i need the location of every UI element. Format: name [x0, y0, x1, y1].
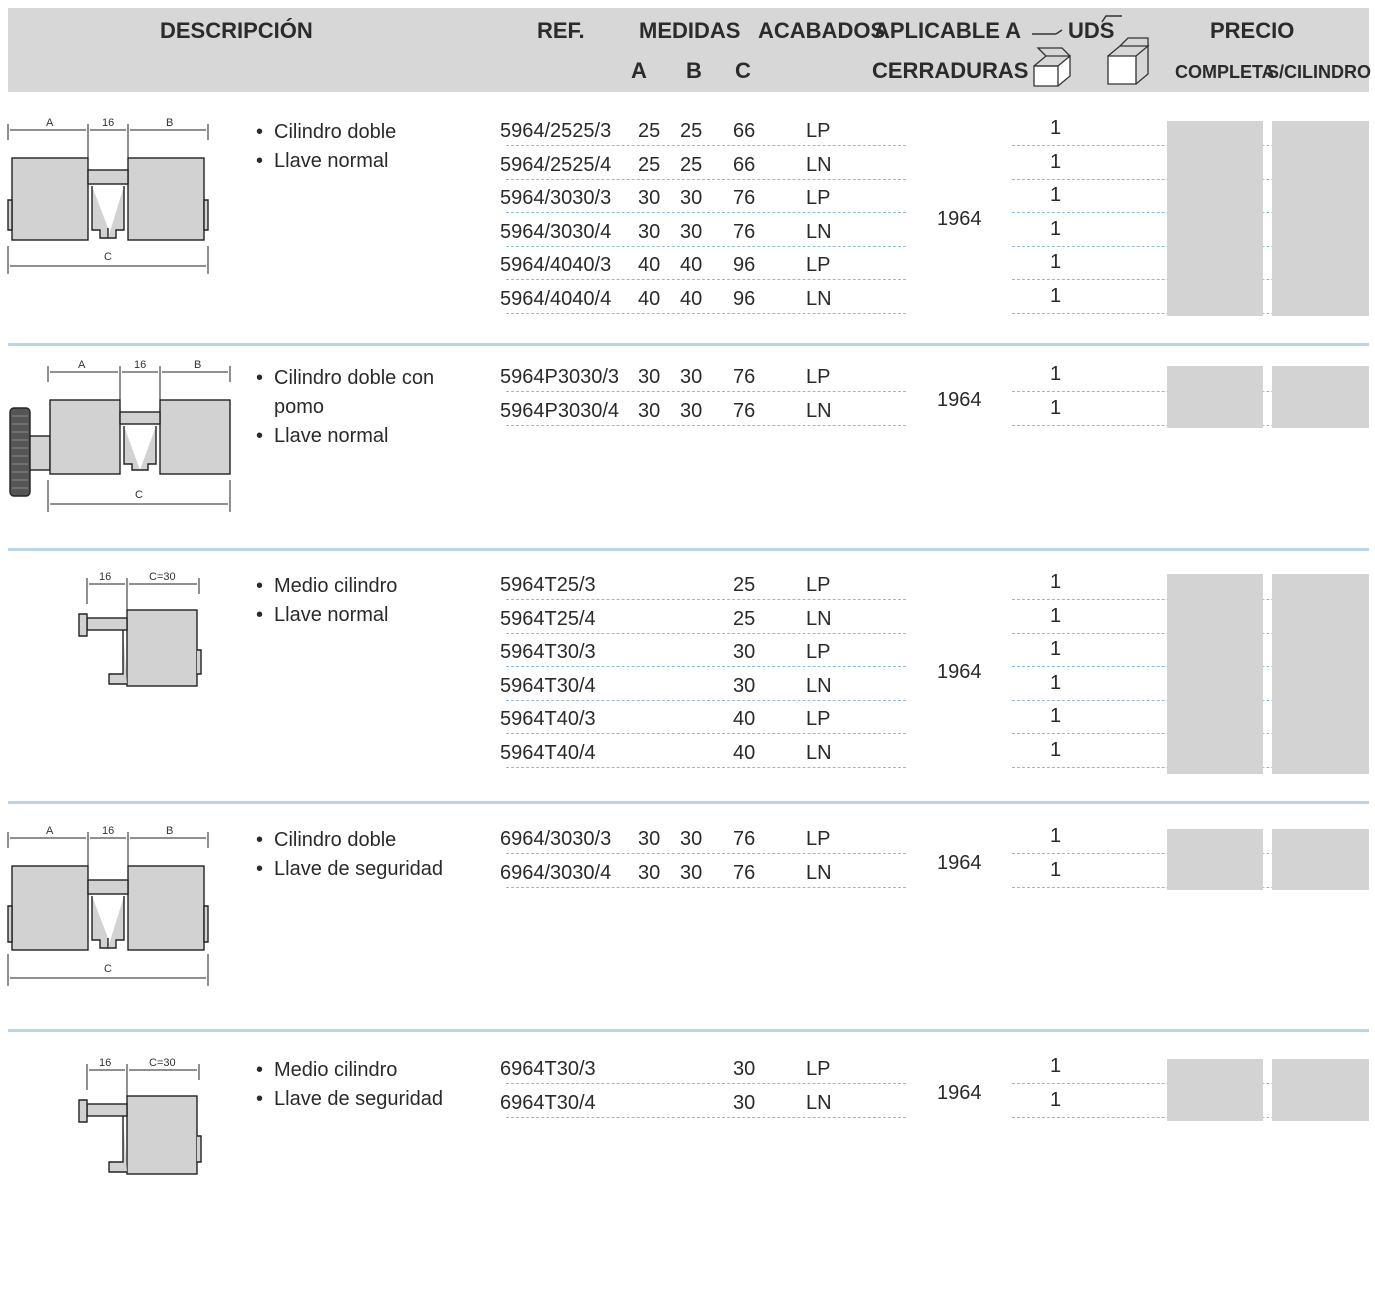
section-separator	[8, 548, 1369, 551]
aplicable-value: 1964	[937, 1082, 982, 1104]
header-ref: REF.	[537, 18, 585, 43]
dim-b-cell: 25	[680, 153, 703, 176]
dim-c-cell: 76	[733, 187, 756, 209]
dim-label-b: B	[166, 825, 174, 837]
acabado-cell: LN	[806, 674, 832, 697]
ref-cell: 6964/3030/3	[500, 828, 612, 850]
dim-label-c: C	[104, 963, 112, 975]
acabado-cell: LN	[806, 399, 832, 422]
price-completa-box	[1167, 574, 1263, 774]
dim-b-cell: 40	[680, 287, 703, 310]
acabado-cell: LN	[806, 861, 832, 884]
price-completa-box	[1167, 829, 1263, 890]
dim-b-cell: 25	[680, 120, 703, 142]
bullet-item: • Llave de seguridad	[256, 1085, 443, 1114]
row-rule	[506, 246, 906, 247]
price-s-cilindro-box	[1272, 366, 1369, 428]
bullet-item: • Cilindro doble	[256, 118, 396, 147]
dim-c-cell: 40	[733, 708, 756, 730]
dim-b-cell: 40	[680, 254, 703, 276]
open-box-icon	[1032, 30, 1070, 86]
bullet-item: • Llave normal	[256, 601, 397, 630]
ref-cell: 5964/2525/3	[500, 120, 612, 142]
row-rule	[506, 391, 906, 392]
dim-b-cell: 30	[680, 366, 703, 388]
row-rule	[506, 313, 906, 314]
ref-cell: 5964T25/4	[500, 607, 596, 630]
ref-cell: 6964/3030/4	[500, 861, 612, 884]
dim-c-cell: 66	[733, 120, 756, 142]
aplicable-value: 1964	[937, 852, 982, 874]
uds-cell: 1	[1050, 184, 1062, 206]
section-4-description	[256, 826, 443, 884]
dim-c-cell: 30	[733, 1058, 756, 1080]
row-rule	[506, 733, 906, 734]
price-completa-box	[1167, 1059, 1263, 1121]
acabado-cell: LP	[806, 574, 831, 596]
dim-label-a: A	[46, 117, 54, 129]
cylinder-double-drawing	[8, 118, 213, 278]
closed-box-icon	[1102, 16, 1148, 84]
uds-cell: 1	[1050, 284, 1062, 307]
dim-c-cell: 76	[733, 828, 756, 850]
acabado-cell: LP	[806, 366, 831, 388]
acabado-cell: LP	[806, 828, 831, 850]
dim-c-cell: 76	[733, 399, 756, 422]
bullet-item: • Medio cilindro	[256, 572, 397, 601]
uds-cell: 1	[1050, 638, 1062, 660]
dim-label-b: B	[194, 359, 202, 371]
row-rule	[506, 212, 906, 213]
uds-cell: 1	[1050, 571, 1062, 593]
section-3-description	[256, 572, 397, 630]
dim-c-cell: 30	[733, 641, 756, 663]
price-completa-box	[1167, 366, 1263, 428]
price-s-cilindro-box	[1272, 829, 1369, 890]
dim-b-cell: 30	[680, 220, 703, 243]
row-rule	[506, 853, 906, 854]
aplicable-value: 1964	[937, 208, 982, 230]
dim-label-16: 16	[102, 117, 115, 129]
bullet-item: • Medio cilindro	[256, 1056, 443, 1085]
dim-b-cell: 30	[680, 828, 703, 850]
dim-c-cell: 66	[733, 153, 756, 176]
dim-label-c30: C=30	[149, 571, 176, 583]
header-dim-a: A	[631, 58, 647, 83]
row-rule	[506, 179, 906, 180]
ref-cell: 5964T40/3	[500, 708, 596, 730]
bullet-item: • Llave normal	[256, 422, 434, 451]
ref-cell: 5964/4040/4	[500, 287, 612, 310]
acabado-cell: LP	[806, 708, 831, 730]
header-dim-b: B	[686, 58, 702, 83]
header-precio: PRECIO	[1210, 18, 1295, 43]
price-s-cilindro-box	[1272, 121, 1369, 316]
acabado-cell: LP	[806, 641, 831, 663]
dim-c-cell: 96	[733, 287, 756, 310]
dim-a-cell: 30	[638, 861, 661, 884]
uds-cell: 1	[1050, 738, 1062, 761]
uds-cell: 1	[1050, 1055, 1062, 1077]
half-cylinder-drawing	[75, 570, 205, 690]
acabado-cell: LN	[806, 741, 832, 764]
bullet-item: • Cilindro doble con	[256, 364, 434, 393]
uds-cell: 1	[1050, 671, 1062, 694]
half-cylinder-security-drawing	[75, 1056, 205, 1176]
price-s-cilindro-box	[1272, 1059, 1369, 1121]
dim-a-cell: 30	[638, 220, 661, 243]
dim-label-c: C	[135, 489, 143, 501]
uds-cell: 1	[1050, 217, 1062, 240]
uds-cell: 1	[1050, 396, 1062, 419]
dim-a-cell: 40	[638, 254, 661, 276]
dim-c-cell: 96	[733, 254, 756, 276]
section-5-description	[256, 1056, 443, 1114]
row-rule	[506, 599, 906, 600]
row-rule	[506, 1117, 906, 1118]
dim-label-a: A	[46, 825, 54, 837]
acabado-cell: LN	[806, 1091, 832, 1114]
aplicable-value: 1964	[937, 661, 982, 683]
ref-cell: 5964/3030/4	[500, 220, 612, 243]
ref-cell: 5964T30/3	[500, 641, 596, 663]
acabado-cell: LP	[806, 187, 831, 209]
row-rule	[506, 700, 906, 701]
cylinder-double-security-drawing	[8, 826, 213, 986]
row-rule	[506, 633, 906, 634]
uds-cell: 1	[1050, 150, 1062, 173]
acabado-cell: LP	[806, 1058, 831, 1080]
row-rule	[506, 425, 906, 426]
uds-cell: 1	[1050, 604, 1062, 627]
price-completa-box	[1167, 121, 1263, 316]
row-rule	[506, 1083, 906, 1084]
acabado-cell: LN	[806, 153, 832, 176]
header-s-cilindro: S/CILINDRO	[1267, 62, 1372, 82]
dim-label-b: B	[166, 117, 174, 129]
bullet-item: • Cilindro doble	[256, 826, 443, 855]
acabado-cell: LN	[806, 287, 832, 310]
ref-cell: 5964P3030/3	[500, 366, 620, 388]
dim-c-cell: 40	[733, 741, 756, 764]
dim-a-cell: 40	[638, 287, 661, 310]
row-rule	[506, 767, 906, 768]
ref-cell: 5964/2525/4	[500, 153, 612, 176]
row-rule	[506, 666, 906, 667]
dim-label-16: 16	[99, 1057, 112, 1069]
aplicable-value: 1964	[937, 389, 982, 411]
header-cerraduras: CERRADURAS	[872, 58, 1029, 83]
dim-a-cell: 30	[638, 187, 661, 209]
ref-cell: 6964T30/3	[500, 1058, 596, 1080]
dim-a-cell: 30	[638, 828, 661, 850]
header-medidas: MEDIDAS	[639, 18, 741, 43]
section-1-description	[256, 118, 396, 176]
dim-a-cell: 30	[638, 366, 661, 388]
ref-cell: 5964T40/4	[500, 741, 596, 764]
dim-label-16: 16	[134, 359, 147, 371]
ref-cell: 6964T30/4	[500, 1091, 596, 1114]
uds-cell: 1	[1050, 825, 1062, 847]
section-separator	[8, 1029, 1369, 1032]
dim-b-cell: 30	[680, 187, 703, 209]
header-acabados: ACABADOS	[758, 18, 886, 43]
header-dim-c: C	[735, 58, 751, 83]
price-s-cilindro-box	[1272, 574, 1369, 774]
dim-label-c: C	[104, 251, 112, 263]
dim-c-cell: 30	[733, 674, 756, 697]
row-rule	[506, 279, 906, 280]
acabado-cell: LP	[806, 254, 831, 276]
dim-label-c30: C=30	[149, 1057, 176, 1069]
box-icons	[1032, 26, 1152, 86]
row-rule	[506, 145, 906, 146]
acabado-cell: LN	[806, 607, 832, 630]
dim-a-cell: 25	[638, 120, 661, 142]
uds-cell: 1	[1050, 705, 1062, 727]
acabado-cell: LP	[806, 120, 831, 142]
uds-cell: 1	[1050, 858, 1062, 881]
ref-cell: 5964/3030/3	[500, 187, 612, 209]
row-rule	[506, 887, 906, 888]
bullet-item: • Llave normal	[256, 147, 396, 176]
dim-b-cell: 30	[680, 861, 703, 884]
header-descripcion: DESCRIPCIÓN	[160, 18, 313, 43]
dim-c-cell: 30	[733, 1091, 756, 1114]
dim-c-cell: 76	[733, 220, 756, 243]
section-separator	[8, 801, 1369, 804]
header-completa: COMPLETA	[1175, 62, 1275, 82]
section-2-description	[256, 364, 434, 451]
bullet-item-continuation: pomo	[274, 396, 325, 418]
dim-label-16: 16	[99, 571, 112, 583]
dim-label-a: A	[78, 359, 86, 371]
ref-cell: 5964T30/4	[500, 674, 596, 697]
dim-c-cell: 76	[733, 861, 756, 884]
dim-c-cell: 25	[733, 574, 756, 596]
dim-b-cell: 30	[680, 399, 703, 422]
cylinder-knob-drawing	[8, 360, 238, 515]
dim-c-cell: 25	[733, 607, 756, 630]
dim-label-16: 16	[102, 825, 115, 837]
uds-cell: 1	[1050, 363, 1062, 385]
ref-cell: 5964/4040/3	[500, 254, 612, 276]
bullet-item: • Llave de seguridad	[256, 855, 443, 884]
header-aplicable: APLICABLE A	[874, 18, 1022, 43]
uds-cell: 1	[1050, 251, 1062, 273]
dim-a-cell: 30	[638, 399, 661, 422]
uds-cell: 1	[1050, 1088, 1062, 1111]
dim-c-cell: 76	[733, 366, 756, 388]
dim-a-cell: 25	[638, 153, 661, 176]
acabado-cell: LN	[806, 220, 832, 243]
section-separator	[8, 343, 1369, 346]
uds-cell: 1	[1050, 117, 1062, 139]
ref-cell: 5964T25/3	[500, 574, 596, 596]
ref-cell: 5964P3030/4	[500, 399, 620, 422]
header-uds: UDS	[1068, 18, 1115, 43]
